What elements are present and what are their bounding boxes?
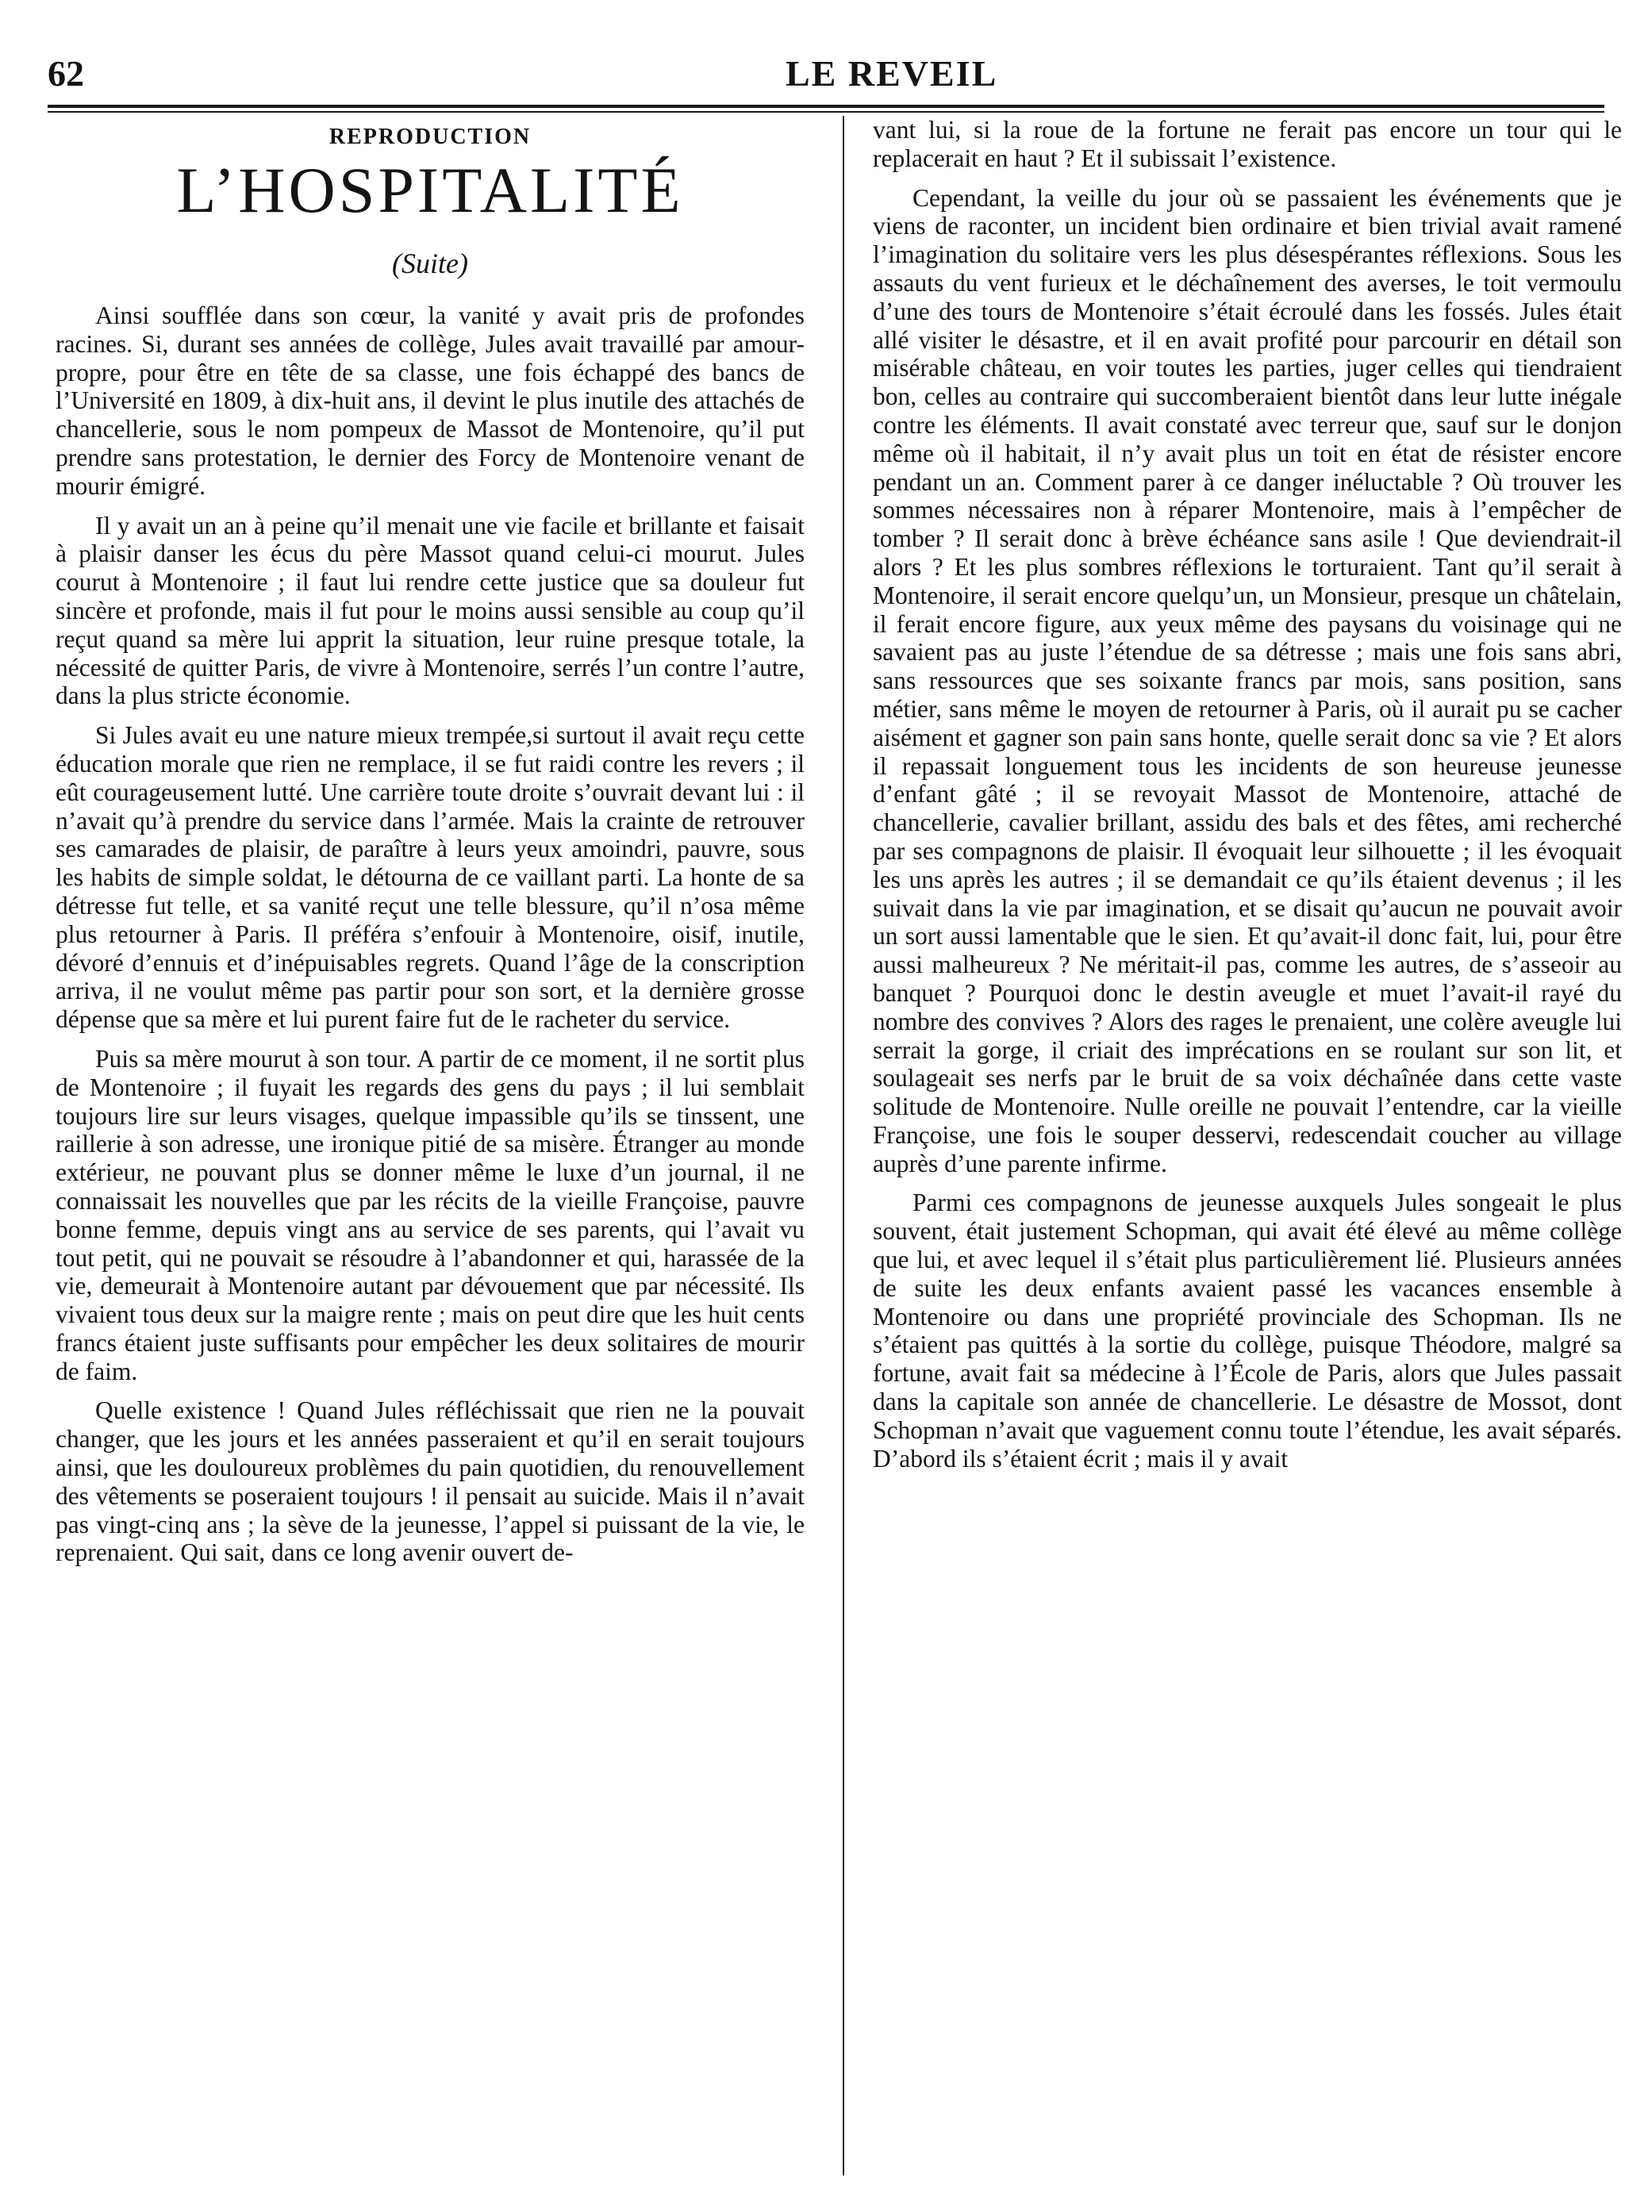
section-label: REPRODUCTION xyxy=(328,125,532,149)
right-column xyxy=(873,116,1622,2179)
paragraph: Quelle existence ! Quand Jules réfléchissait que rien ne la pouvait changer, que les jours et les années passeraient et qu’il en serait toujours ainsi, que les douloureux problèmes du pain quotidien, du renouvellement des vêtements se poseraient toujours ! il pensait au suicide. Mais il n’avait pas vingt-cinq ans ; la sève de la jeunesse, l’appel si puissant de la vie, le reprenaient. Qui sait, dans ce long avenir ouvert de- xyxy=(56,1396,805,1567)
article-title: L’HOSPITALITÉ xyxy=(176,154,684,226)
paragraph: Il y avait un an à peine qu’il menait une vie facile et brillante et faisait à plaisir danser les écus du père Massot quand celui-ci mourut. Jules courut à Montenoire ; il faut lui rendre cette justice que sa douleur fut sincère et profonde, mais il fut pour le moins aussi sensible au coup qu’il reçut quand sa mère lui apprit la situation, leur ruine presque totale, la nécessité de quitter Paris, de vivre à Montenoire, serrés l’un contre l’autre, dans la plus stricte économie. xyxy=(56,511,805,710)
left-column xyxy=(56,116,805,2179)
header-rule xyxy=(48,105,1604,108)
page-number: 62 xyxy=(48,53,84,94)
paragraph: Parmi ces compagnons de jeunesse auxquels Jules songeait le plus souvent, était justement Schopman, qui avait été élevé au même collège que lui, et avec lequel il s’était plus particulièrement lié. Plusieurs années de suite les deux enfants avaient passé les vacances ensemble à Montenoire ou dans une propriété provinciale des Schopman. Ils ne s’étaient pas quittés à la sortie du collège, puisque Théodore, malgré sa fortune, avait fait sa médecine à l’École de Paris, alors que Jules passait dans la capitale son année de chancellerie. Le désastre de Mossot, dont Schopman n’avait que vaguement connu toute l’étendue, les avait séparés. D’abord ils s’étaient écrit ; mais il y avait xyxy=(873,1189,1622,1473)
paragraph: Si Jules avait eu une nature mieux trempée,si surtout il avait reçu cette éducation morale que rien ne remplace, il se fut raidi contre les revers ; il eût courageusement lutté. Une carrière toute droite s’ouvrait devant lui : il n’avait qu’à prendre du service dans l’armée. Mais la crainte de retrouver ses camarades de plaisir, de paraître à leurs yeux amoindri, pauvre, sous les habits de simple soldat, le détourna de ce vaillant parti. La honte de sa détresse fut telle, et sa vanité reçut une telle blessure, qu’il n’osa même plus retourner à Paris. Il préféra s’enfouir à Montenoire, oisif, inutile, dévoré d’ennuis et d’inépuisables regrets. Quand l’âge de la conscription arriva, il ne voulut même pas partir pour son sort, et la dernière grosse dépense que sa mère et lui purent faire fut de le racheter du service. xyxy=(56,721,805,1034)
article-subtitle: (Suite) xyxy=(392,248,468,279)
running-title: LE REVEIL xyxy=(786,53,998,94)
paragraph-continued: vant lui, si la roue de la fortune ne ferait pas encore un tour qui le replacerait en haut ? Et il subissait l’existence. xyxy=(873,116,1622,172)
page-header xyxy=(48,46,1604,109)
header-rule-thin xyxy=(48,111,1604,113)
paragraph: Ainsi soufflée dans son cœur, la vanité y avait pris de profondes racines. Si, durant ses années de collège, Jules avait travaillé par amour-propre, pour être en tête de sa classe, une fois échappé des bancs de l’Université en 1809, à dix-huit ans, il devint le plus inutile des attachés de chancellerie, sous le nom pompeux de Massot de Montenoire, qu’il put prendre sans protestation, le dernier des Forcy de Montenoire venant de mourir émigré. xyxy=(56,301,805,500)
paragraph: Cependant, la veille du jour où se passaient les événements que je viens de raconter, un incident bien ordinaire et bien trivial avait ramené l’imagination du solitaire vers les plus désespérantes réflexions. Sous les assauts du vent furieux et le déchaînement des averses, le toit vermoulu d’une des tours de Montenoire s’était écroulé dans les fossés. Jules était allé visiter le désastre, et il en avait profité pour parcourir en détail son misérable château, en voir toutes les parties, juger celles qui tiendraient bon, celles au contraire qui succomberaient bientôt dans leur lutte inégale contre les éléments. Il avait constaté avec terreur que, sauf sur le donjon même où il habitait, il n’y avait plus un toit en état de résister encore pendant un an. Comment parer à ce danger inéluctable ? Où trouver les sommes nécessaires non à réparer Montenoire, mais à l’empêcher de tomber ? Il serait donc à brève échéance sans asile ! Que deviendrait-il alors ? Et les plus sombres réflexions le torturaient. Tant qu’il serait à Montenoire, il serait encore quelqu’un, un Monsieur, presque un châtelain, il ferait encore figure, aux yeux même des paysans du voisinage qui ne savaient pas au juste l’étendue de sa détresse ; mais une fois sans abri, sans ressources que ses soixante francs par mois, sans position, sans métier, sans même le moyen de retourner à Paris, où il aurait pu se cacher aisément et gagner son pain sans honte, quelle serait donc sa vie ? Et alors il repassait longuement tous les incidents de son heureuse jeunesse d’enfant gâté ; il se revoyait Massot de Montenoire, attaché de chancellerie, cavalier brillant, assidu des bals et des fêtes, ami recherché par ses compagnons de plaisir. Il évoquait leur silhouette ; il les évoquait les uns après les autres ; il se demandait ce qu’ils étaient devenus ; il les suivait dans la vie par imagination, et se disait qu’aucun ne pouvait avoir un sort aussi lamentable que le sien. Et qu’avait-il donc fait, lui, pour être aussi malheureux ? Ne méritait-il pas, comme les autres, de s’asseoir au banquet ? Pourquoi donc le destin aveugle et muet l’avait-il rayé du nombre des convives ? Alors des rages le prenaient, une colère aveugle lui serrait la gorge, il criait des imprécations en se roulant sur son lit, et soulageait ses nerfs par le bruit de sa voix déchaînée dans cette vaste solitude de Montenoire. Nulle oreille ne pouvait l’entendre, car la vieille Françoise, une fois le souper desservi, redescendait coucher au village auprès d’une parente infirme. xyxy=(873,183,1622,1177)
column-divider xyxy=(843,116,844,2176)
paragraph: Puis sa mère mourut à son tour. A partir de ce moment, il ne sortit plus de Montenoire ; il fuyait les regards des gens du pays ; il lui semblait toujours lire sur leurs visages, quelque impassible qu’ils se tinssent, une raillerie à son adresse, une ironique pitié de sa misère. Étranger au monde extérieur, ne pouvant plus se donner même le luxe d’un journal, il ne connaissait les nouvelles que par les récits de la vieille Françoise, pauvre bonne femme, depuis vingt ans au service de ses parents, qui l’avait vu tout petit, qui ne pouvait se résoudre à l’abandonner et qui, harassée de la vie, demeurait à Montenoire autant par dévouement que par nécessité. Ils vivaient tous deux sur la maigre rente ; mais on peut dire que les huit cents francs étaient juste suffisants pour empêcher les deux solitaires de mourir de faim. xyxy=(56,1044,805,1385)
